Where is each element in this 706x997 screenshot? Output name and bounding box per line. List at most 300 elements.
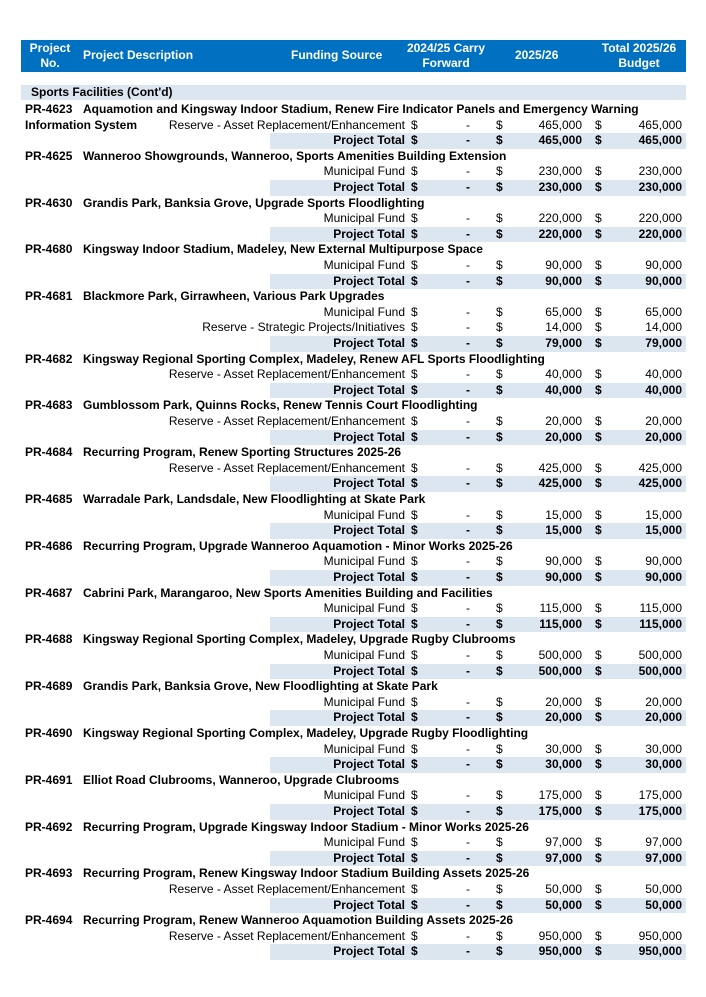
carry-forward-value: - [466, 835, 470, 850]
total-budget-value: 65,000 [645, 304, 682, 319]
project-total-label: Project Total [333, 850, 405, 865]
value-2025-26: 220,000 [538, 211, 582, 226]
dollar-sign: $ [496, 616, 503, 631]
dollar-sign: $ [595, 164, 602, 179]
project-description: Kingsway Regional Sporting Complex, Madeley, Upgrade Rugby Clubrooms [83, 632, 516, 647]
dollar-sign: $ [411, 757, 418, 772]
dollar-sign: $ [595, 367, 602, 382]
carry-forward-value: - [466, 367, 470, 382]
total-budget-value: 220,000 [638, 226, 682, 241]
total-budget-value: 950,000 [638, 944, 682, 959]
carry-forward-value: - [466, 928, 470, 943]
total-budget-value: 20,000 [645, 694, 682, 709]
carry-forward-value: - [466, 944, 470, 959]
project-number: PR-4694 [25, 913, 73, 928]
project-total-row [0, 710, 706, 726]
project-number: PR-4690 [25, 726, 73, 740]
dollar-sign: $ [595, 710, 602, 725]
total-budget-value: 97,000 [645, 850, 682, 865]
carry-forward-value: - [466, 226, 470, 241]
carry-forward-value: - [466, 741, 470, 756]
project-total-row [0, 180, 706, 196]
value-2025-26: 30,000 [545, 741, 582, 756]
project-description: Kingsway Indoor Stadium, Madeley, New External Multipurpose Space [83, 242, 483, 257]
dollar-sign: $ [411, 928, 418, 943]
funding-source: Municipal Fund [323, 304, 405, 319]
project-description: Wanneroo Showgrounds, Wanneroo, Sports Amenities Building Extension [83, 148, 507, 163]
funding-row [0, 508, 706, 524]
value-2025-26: 90,000 [545, 570, 582, 584]
dollar-sign: $ [496, 882, 503, 896]
project-number: PR-4685 [25, 492, 73, 506]
value-2025-26: 14,000 [545, 320, 582, 335]
carry-forward-value: - [466, 414, 470, 428]
funding-source: Reserve - Strategic Projects/Initiatives [202, 320, 405, 335]
value-2025-26: 115,000 [539, 616, 582, 631]
total-budget-value: 97,000 [645, 835, 682, 850]
total-budget-value: 500,000 [638, 663, 682, 678]
funding-row [0, 211, 706, 227]
total-budget-value: 230,000 [638, 180, 682, 194]
value-2025-26: 20,000 [545, 694, 582, 709]
project-number: PR-4688 [25, 632, 73, 647]
dollar-sign: $ [595, 226, 602, 241]
project-description: Kingsway Regional Sporting Complex, Madeley, Upgrade Rugby Floodlighting [83, 726, 529, 740]
project-total-label: Project Total [333, 476, 405, 491]
dollar-sign: $ [496, 850, 503, 865]
dollar-sign: $ [411, 304, 418, 319]
carry-forward-value: - [466, 897, 470, 912]
section-title: Sports Facilities (Cont'd) [31, 85, 173, 99]
dollar-sign: $ [595, 804, 602, 818]
project-description: Grandis Park, Banksia Grove, Upgrade Sports Floodlighting [83, 195, 425, 210]
dollar-sign: $ [496, 367, 503, 382]
dollar-sign: $ [595, 850, 602, 865]
project-total-label: Project Total [333, 273, 405, 288]
dollar-sign: $ [595, 460, 602, 475]
project-number: PR-4692 [25, 819, 73, 834]
dollar-sign: $ [411, 367, 418, 382]
project-total-label: Project Total [333, 663, 405, 678]
dollar-sign: $ [411, 663, 418, 678]
project-title-row [0, 726, 706, 742]
project-title-row [0, 289, 706, 305]
project-description: Recurring Program, Upgrade Kingsway Indoor Stadium - Minor Works 2025-26 [83, 819, 529, 834]
dollar-sign: $ [411, 850, 418, 865]
value-2025-26: 50,000 [545, 897, 582, 912]
project-number: PR-4689 [25, 679, 73, 694]
value-2025-26: 500,000 [538, 663, 582, 678]
funding-row [0, 164, 706, 180]
dollar-sign: $ [411, 694, 418, 709]
dollar-sign: $ [411, 460, 418, 475]
dollar-sign: $ [496, 710, 503, 725]
project-description: Aquamotion and Kingsway Indoor Stadium, Renew Fire Indicator Panels and Emergency Warning [83, 102, 639, 116]
funding-row [0, 461, 706, 477]
project-title-row [0, 102, 706, 118]
dollar-sign: $ [411, 258, 418, 272]
dollar-sign: $ [595, 694, 602, 709]
carry-forward-value: - [466, 476, 470, 491]
funding-row [0, 929, 706, 945]
dollar-sign: $ [411, 835, 418, 850]
header-funding-source: Funding Source [291, 48, 383, 62]
total-budget-value: 950,000 [638, 928, 682, 943]
dollar-sign: $ [411, 944, 418, 959]
value-2025-26: 950,000 [538, 944, 582, 959]
project-total-label: Project Total [333, 804, 405, 818]
value-2025-26: 425,000 [538, 460, 582, 475]
project-number: PR-4691 [25, 772, 73, 787]
project-number: PR-4693 [25, 866, 73, 881]
project-total-label: Project Total [333, 710, 405, 725]
carry-forward-value: - [466, 570, 470, 584]
dollar-sign: $ [595, 570, 602, 584]
project-title-row [0, 773, 706, 789]
dollar-sign: $ [595, 117, 602, 132]
dollar-sign: $ [496, 336, 503, 350]
carry-forward-value: - [466, 460, 470, 475]
table-header [21, 40, 686, 72]
dollar-sign: $ [595, 180, 602, 194]
total-budget-value: 20,000 [645, 414, 682, 428]
dollar-sign: $ [496, 133, 503, 148]
project-title-row [0, 445, 706, 461]
dollar-sign: $ [595, 788, 602, 803]
funding-row [0, 601, 706, 617]
header-2025-26: 2025/26 [515, 48, 559, 62]
funding-row [0, 320, 706, 336]
carry-forward-value: - [466, 554, 470, 569]
dollar-sign: $ [411, 788, 418, 803]
project-total-row [0, 617, 706, 633]
funding-source: Municipal Fund [323, 835, 405, 850]
dollar-sign: $ [595, 382, 602, 397]
value-2025-26: 97,000 [545, 835, 582, 850]
project-total-label: Project Total [333, 897, 405, 912]
dollar-sign: $ [496, 382, 503, 397]
funding-source: Municipal Fund [323, 694, 405, 709]
funding-source: Municipal Fund [323, 211, 405, 226]
dollar-sign: $ [496, 928, 503, 943]
funding-source: Reserve - Asset Replacement/Enhancement [168, 882, 405, 896]
funding-row [0, 882, 706, 898]
funding-source: Municipal Fund [323, 648, 405, 662]
project-total-label: Project Total [333, 336, 405, 350]
project-total-row [0, 476, 706, 492]
carry-forward-value: - [466, 601, 470, 616]
project-title-row [0, 352, 706, 368]
dollar-sign: $ [411, 180, 418, 194]
carry-forward-value: - [466, 117, 470, 132]
funding-row [0, 258, 706, 274]
project-title-row [0, 196, 706, 212]
dollar-sign: $ [411, 507, 418, 522]
value-2025-26: 15,000 [545, 507, 582, 522]
dollar-sign: $ [496, 554, 503, 569]
total-budget-value: 115,000 [639, 616, 682, 631]
total-budget-value: 175,000 [638, 804, 682, 818]
dollar-sign: $ [595, 663, 602, 678]
value-2025-26: 20,000 [545, 710, 582, 725]
dollar-sign: $ [595, 741, 602, 756]
dollar-sign: $ [496, 414, 503, 428]
project-title-row [0, 149, 706, 165]
value-2025-26: 20,000 [545, 414, 582, 428]
carry-forward-value: - [466, 273, 470, 288]
funding-source: Municipal Fund [323, 258, 405, 272]
value-2025-26: 175,000 [538, 788, 582, 803]
dollar-sign: $ [595, 554, 602, 569]
total-budget-value: 20,000 [645, 710, 682, 725]
value-2025-26: 20,000 [545, 429, 582, 444]
carry-forward-value: - [466, 336, 470, 350]
carry-forward-value: - [466, 710, 470, 725]
dollar-sign: $ [595, 336, 602, 350]
dollar-sign: $ [411, 804, 418, 818]
dollar-sign: $ [496, 663, 503, 678]
dollar-sign: $ [496, 476, 503, 491]
project-description: Grandis Park, Banksia Grove, New Floodlighting at Skate Park [83, 679, 438, 694]
total-budget-value: 175,000 [638, 788, 682, 803]
carry-forward-value: - [466, 429, 470, 444]
dollar-sign: $ [496, 507, 503, 522]
total-budget-value: 220,000 [638, 211, 682, 226]
total-budget-value: 90,000 [645, 273, 682, 288]
dollar-sign: $ [496, 429, 503, 444]
project-title-row [0, 539, 706, 555]
total-budget-value: 500,000 [638, 648, 682, 662]
project-description: Gumblossom Park, Quinns Rocks, Renew Tennis Court Floodlighting [83, 398, 478, 413]
value-2025-26: 97,000 [545, 850, 582, 865]
total-budget-value: 465,000 [638, 117, 682, 132]
project-total-row [0, 898, 706, 914]
carry-forward-value: - [466, 804, 470, 818]
project-total-row [0, 523, 706, 539]
dollar-sign: $ [496, 601, 503, 616]
header-carry-forward: 2024/25 Carry Forward [406, 41, 486, 70]
carry-forward-value: - [466, 882, 470, 896]
project-description: Recurring Program, Renew Wanneroo Aquamotion Building Assets 2025-26 [83, 913, 514, 928]
dollar-sign: $ [411, 741, 418, 756]
value-2025-26: 230,000 [538, 164, 582, 179]
project-number: PR-4625 [25, 148, 73, 163]
project-total-row [0, 944, 706, 960]
project-title-row [0, 866, 706, 882]
dollar-sign: $ [411, 336, 418, 350]
dollar-sign: $ [595, 616, 602, 631]
carry-forward-value: - [466, 304, 470, 319]
carry-forward-value: - [466, 133, 470, 148]
dollar-sign: $ [411, 554, 418, 569]
value-2025-26: 90,000 [545, 258, 582, 272]
project-title-row [0, 586, 706, 602]
total-budget-value: 465,000 [638, 133, 682, 148]
project-description: Recurring Program, Upgrade Wanneroo Aquamotion - Minor Works 2025-26 [83, 538, 513, 553]
dollar-sign: $ [411, 897, 418, 912]
project-total-row [0, 804, 706, 820]
project-total-row [0, 757, 706, 773]
total-budget-value: 90,000 [645, 258, 682, 272]
total-budget-value: 40,000 [645, 382, 682, 397]
project-total-label: Project Total [333, 616, 405, 631]
dollar-sign: $ [595, 897, 602, 912]
dollar-sign: $ [411, 616, 418, 631]
dollar-sign: $ [595, 429, 602, 444]
funding-row [0, 554, 706, 570]
funding-row [0, 742, 706, 758]
dollar-sign: $ [496, 788, 503, 803]
dollar-sign: $ [496, 226, 503, 241]
value-2025-26: 40,000 [545, 382, 582, 397]
dollar-sign: $ [411, 429, 418, 444]
dollar-sign: $ [496, 835, 503, 850]
carry-forward-value: - [466, 694, 470, 709]
project-title-row [0, 492, 706, 508]
project-number: PR-4682 [25, 351, 73, 366]
project-total-label: Project Total [333, 382, 405, 397]
project-total-label: Project Total [333, 180, 405, 194]
total-budget-value: 40,000 [645, 367, 682, 382]
funding-source: Reserve - Asset Replacement/Enhancement [168, 117, 405, 132]
dollar-sign: $ [411, 226, 418, 241]
dollar-sign: $ [496, 320, 503, 335]
carry-forward-value: - [466, 180, 470, 194]
project-title-row [0, 913, 706, 929]
project-total-row [0, 570, 706, 586]
project-description: Recurring Program, Renew Kingsway Indoor Stadium Building Assets 2025-26 [83, 866, 530, 881]
dollar-sign: $ [595, 757, 602, 772]
funding-row [0, 788, 706, 804]
carry-forward-value: - [466, 788, 470, 803]
project-number: PR-4687 [25, 585, 73, 600]
project-title-row [0, 632, 706, 648]
dollar-sign: $ [411, 133, 418, 148]
project-description-continued: Information System [25, 117, 138, 132]
header-description: Project Description [83, 48, 194, 62]
dollar-sign: $ [411, 414, 418, 428]
value-2025-26: 465,000 [538, 133, 582, 148]
project-total-row [0, 383, 706, 399]
dollar-sign: $ [496, 258, 503, 272]
dollar-sign: $ [595, 258, 602, 272]
dollar-sign: $ [411, 882, 418, 896]
dollar-sign: $ [595, 601, 602, 616]
project-number: PR-4623 [25, 102, 73, 116]
value-2025-26: 175,000 [538, 804, 582, 818]
dollar-sign: $ [496, 164, 503, 179]
value-2025-26: 50,000 [545, 882, 582, 896]
project-total-label: Project Total [333, 757, 405, 772]
funding-row [0, 835, 706, 851]
carry-forward-value: - [466, 382, 470, 397]
dollar-sign: $ [595, 133, 602, 148]
dollar-sign: $ [496, 741, 503, 756]
dollar-sign: $ [595, 273, 602, 288]
dollar-sign: $ [496, 694, 503, 709]
funding-source: Municipal Fund [323, 741, 405, 756]
funding-source: Reserve - Asset Replacement/Enhancement [168, 414, 405, 428]
total-budget-value: 425,000 [638, 460, 682, 475]
dollar-sign: $ [595, 304, 602, 319]
project-total-row [0, 336, 706, 352]
carry-forward-value: - [466, 663, 470, 678]
value-2025-26: 15,000 [545, 523, 582, 538]
dollar-sign: $ [411, 117, 418, 132]
funding-row [0, 305, 706, 321]
project-total-label: Project Total [333, 944, 405, 959]
project-total-label: Project Total [333, 133, 405, 148]
dollar-sign: $ [411, 382, 418, 397]
value-2025-26: 30,000 [545, 757, 582, 772]
header-total-budget: Total 2025/26 Budget [601, 41, 677, 70]
funding-source: Municipal Fund [323, 788, 405, 803]
header-project-no: Project No. [29, 41, 71, 70]
funding-row [0, 367, 706, 383]
project-number: PR-4680 [25, 242, 73, 257]
total-budget-value: 90,000 [645, 554, 682, 569]
dollar-sign: $ [595, 414, 602, 428]
project-number: PR-4681 [25, 289, 73, 304]
project-number: PR-4683 [25, 398, 73, 413]
value-2025-26: 40,000 [545, 367, 582, 382]
project-title-row [0, 242, 706, 258]
dollar-sign: $ [496, 117, 503, 132]
total-budget-value: 230,000 [638, 164, 682, 179]
dollar-sign: $ [595, 507, 602, 522]
project-title-row [0, 398, 706, 414]
dollar-sign: $ [496, 804, 503, 818]
dollar-sign: $ [496, 273, 503, 288]
funding-row [0, 695, 706, 711]
value-2025-26: 90,000 [545, 273, 582, 288]
funding-source: Reserve - Asset Replacement/Enhancement [168, 460, 405, 475]
value-2025-26: 465,000 [538, 117, 582, 132]
dollar-sign: $ [496, 944, 503, 959]
value-2025-26: 950,000 [538, 928, 582, 943]
project-total-row [0, 227, 706, 243]
dollar-sign: $ [496, 757, 503, 772]
dollar-sign: $ [411, 273, 418, 288]
project-description: Warradale Park, Landsdale, New Floodlighting at Skate Park [83, 492, 426, 506]
dollar-sign: $ [496, 304, 503, 319]
total-budget-value: 50,000 [645, 882, 682, 896]
project-total-row [0, 664, 706, 680]
funding-row [0, 414, 706, 430]
carry-forward-value: - [466, 164, 470, 179]
dollar-sign: $ [595, 882, 602, 896]
value-2025-26: 115,000 [539, 601, 582, 616]
funding-source: Reserve - Asset Replacement/Enhancement [168, 367, 405, 382]
funding-source: Municipal Fund [323, 601, 405, 616]
total-budget-value: 30,000 [645, 741, 682, 756]
carry-forward-value: - [466, 320, 470, 335]
total-budget-value: 90,000 [645, 570, 682, 584]
dollar-sign: $ [496, 211, 503, 226]
project-number: PR-4686 [25, 538, 73, 553]
total-budget-value: 425,000 [638, 476, 682, 491]
project-description: Kingsway Regional Sporting Complex, Madeley, Renew AFL Sports Floodlighting [83, 351, 545, 366]
value-2025-26: 79,000 [545, 336, 582, 350]
total-budget-value: 15,000 [645, 507, 682, 522]
dollar-sign: $ [496, 523, 503, 538]
value-2025-26: 90,000 [545, 554, 582, 569]
project-total-row [0, 851, 706, 867]
dollar-sign: $ [496, 897, 503, 912]
project-description: Blackmore Park, Girrawheen, Various Park Upgrades [83, 289, 385, 304]
dollar-sign: $ [595, 320, 602, 335]
total-budget-value: 79,000 [645, 336, 682, 350]
